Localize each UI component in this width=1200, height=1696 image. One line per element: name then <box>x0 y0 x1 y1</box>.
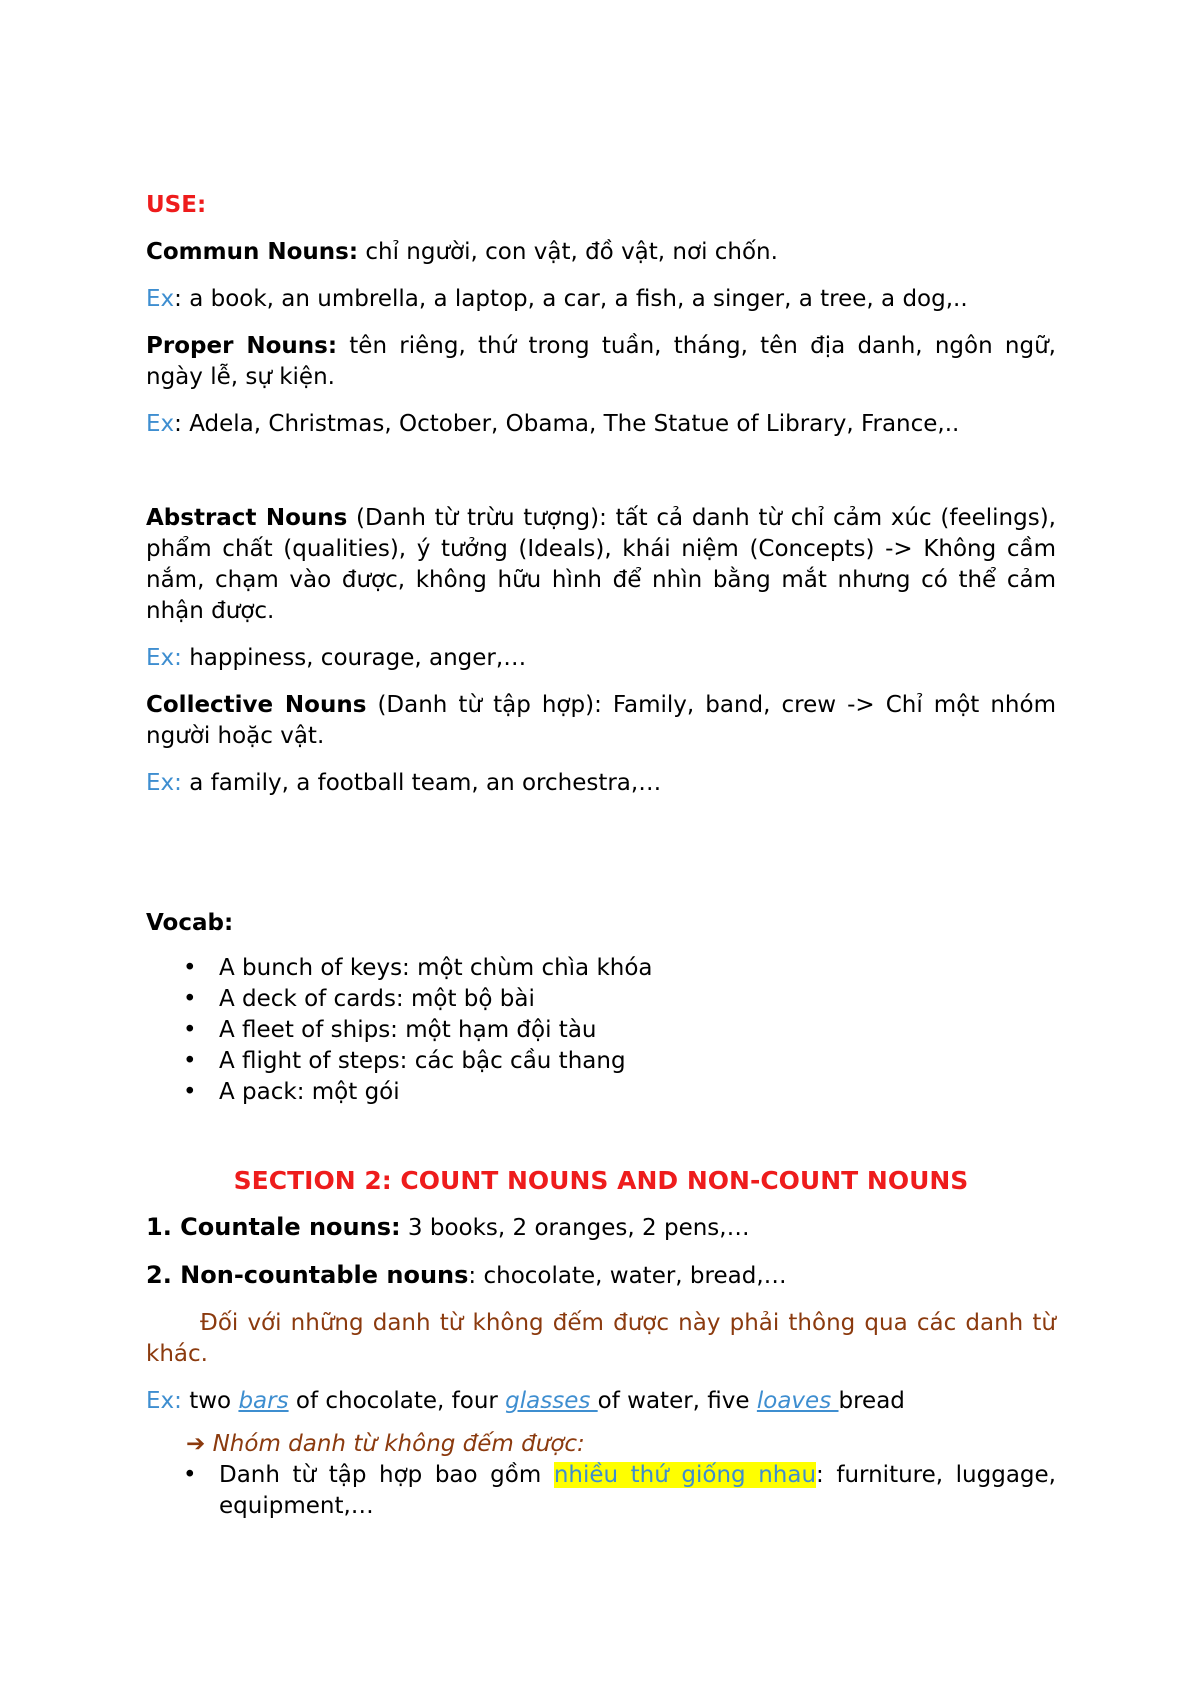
common-nouns-desc: chỉ người, con vật, đồ vật, nơi chốn. <box>358 239 778 265</box>
bullet-icon: • <box>183 1048 197 1074</box>
proper-nouns-title: Proper Nouns: <box>146 333 338 359</box>
example-text: a family, a football team, an orchestra,… <box>181 770 662 796</box>
abstract-nouns-paragraph <box>146 503 1056 627</box>
example-label: Ex: <box>146 1388 182 1414</box>
bullet-icon: • <box>183 955 197 981</box>
abstract-nouns-example <box>146 643 1056 674</box>
list-item: • A fleet of ships: một hạm đội tàu <box>146 1015 1056 1046</box>
example-label: Ex <box>146 411 175 437</box>
noncountable-text: : chocolate, water, bread,… <box>468 1263 787 1289</box>
countable-text: 3 books, 2 oranges, 2 pens,… <box>400 1215 750 1241</box>
proper-nouns-paragraph <box>146 331 1056 393</box>
highlighted-text: nhiều thứ giống nhau <box>553 1462 817 1488</box>
bullet-icon: • <box>183 986 197 1012</box>
glasses-link[interactable]: glasses <box>505 1388 598 1414</box>
proper-nouns-desc: tên riêng, thứ trong tuần, tháng, tên địa danh, ngôn ngữ, ngày lễ, sự kiện. <box>146 333 1056 390</box>
bars-link[interactable]: bars <box>238 1388 289 1414</box>
collective-nouns-desc: (Danh từ tập hợp): Family, band, crew -> Chỉ một nhóm người hoặc vật. <box>146 692 1056 749</box>
list-item: • A flight of steps: các bậc cầu thang <box>146 1046 1056 1077</box>
vocab-list <box>146 953 1056 1108</box>
list-item: • A bunch of keys: một chùm chìa khóa <box>146 953 1056 984</box>
proper-nouns-example <box>146 409 1056 440</box>
common-nouns-paragraph <box>146 237 1056 268</box>
use-heading: USE: <box>146 192 207 218</box>
bullet-icon: • <box>183 1079 197 1105</box>
abstract-nouns-desc: (Danh từ trừu tượng): tất cả danh từ chỉ cảm xúc (feelings), phẩm chất (qualities), ý tưởng (Ideals), khái niệm (Concepts) -> Không cầm nắm, chạm vào được, không hữu hình để nhìn bằng mắt nhưng có thể cảm nhận được. <box>146 505 1056 624</box>
common-nouns-title: Commun Nouns: <box>146 239 359 265</box>
list-item: • Danh từ tập hợp bao gồm nhiều thứ giống nhau: furniture, luggage, equipment,… <box>183 1462 1056 1519</box>
noncountable-paragraph <box>146 1260 1056 1292</box>
example-label: Ex <box>146 286 175 312</box>
loaves-link[interactable]: loaves <box>756 1388 839 1414</box>
abstract-nouns-title: Abstract Nouns <box>146 505 348 531</box>
collective-nouns-paragraph <box>146 690 1056 752</box>
countable-paragraph <box>146 1212 1056 1244</box>
countable-title: 1. Countale nouns: <box>146 1213 401 1241</box>
example-label: Ex: <box>146 770 182 796</box>
list-item: • A deck of cards: một bộ bài <box>146 984 1056 1015</box>
vocab-heading: Vocab: <box>146 910 234 936</box>
document-content <box>146 190 1056 1522</box>
arrow-icon: ➔ <box>186 1431 206 1457</box>
bullet-icon: • <box>183 1017 197 1043</box>
noncountable-title: 2. Non-countable nouns <box>146 1261 469 1289</box>
noncountable-note: Đối với những danh từ không đếm được này phải thông qua các danh từ khác. <box>146 1310 1056 1367</box>
collective-nouns-title: Collective Nouns <box>146 692 367 718</box>
noncountable-group-list <box>146 1460 1056 1522</box>
bullet-icon: • <box>183 1462 197 1488</box>
example-text: : a book, an umbrella, a laptop, a car, a fish, a singer, a tree, a dog,.. <box>174 286 968 312</box>
example-label: Ex: <box>146 645 182 671</box>
example-text: : Adela, Christmas, October, Obama, The Statue of Library, France,.. <box>174 411 960 437</box>
common-nouns-example <box>146 284 1056 315</box>
noncountable-group-heading: ➔ Nhóm danh từ không đếm được: <box>186 1431 585 1457</box>
collective-nouns-example <box>146 768 1056 799</box>
section-2-heading: SECTION 2: COUNT NOUNS AND NON-COUNT NOUNS <box>233 1166 969 1195</box>
list-item: • A pack: một gói <box>146 1077 1056 1108</box>
noncountable-example: Ex: two bars of chocolate, four glasses of water, five loaves bread <box>146 1388 905 1414</box>
example-text: happiness, courage, anger,… <box>181 645 527 671</box>
